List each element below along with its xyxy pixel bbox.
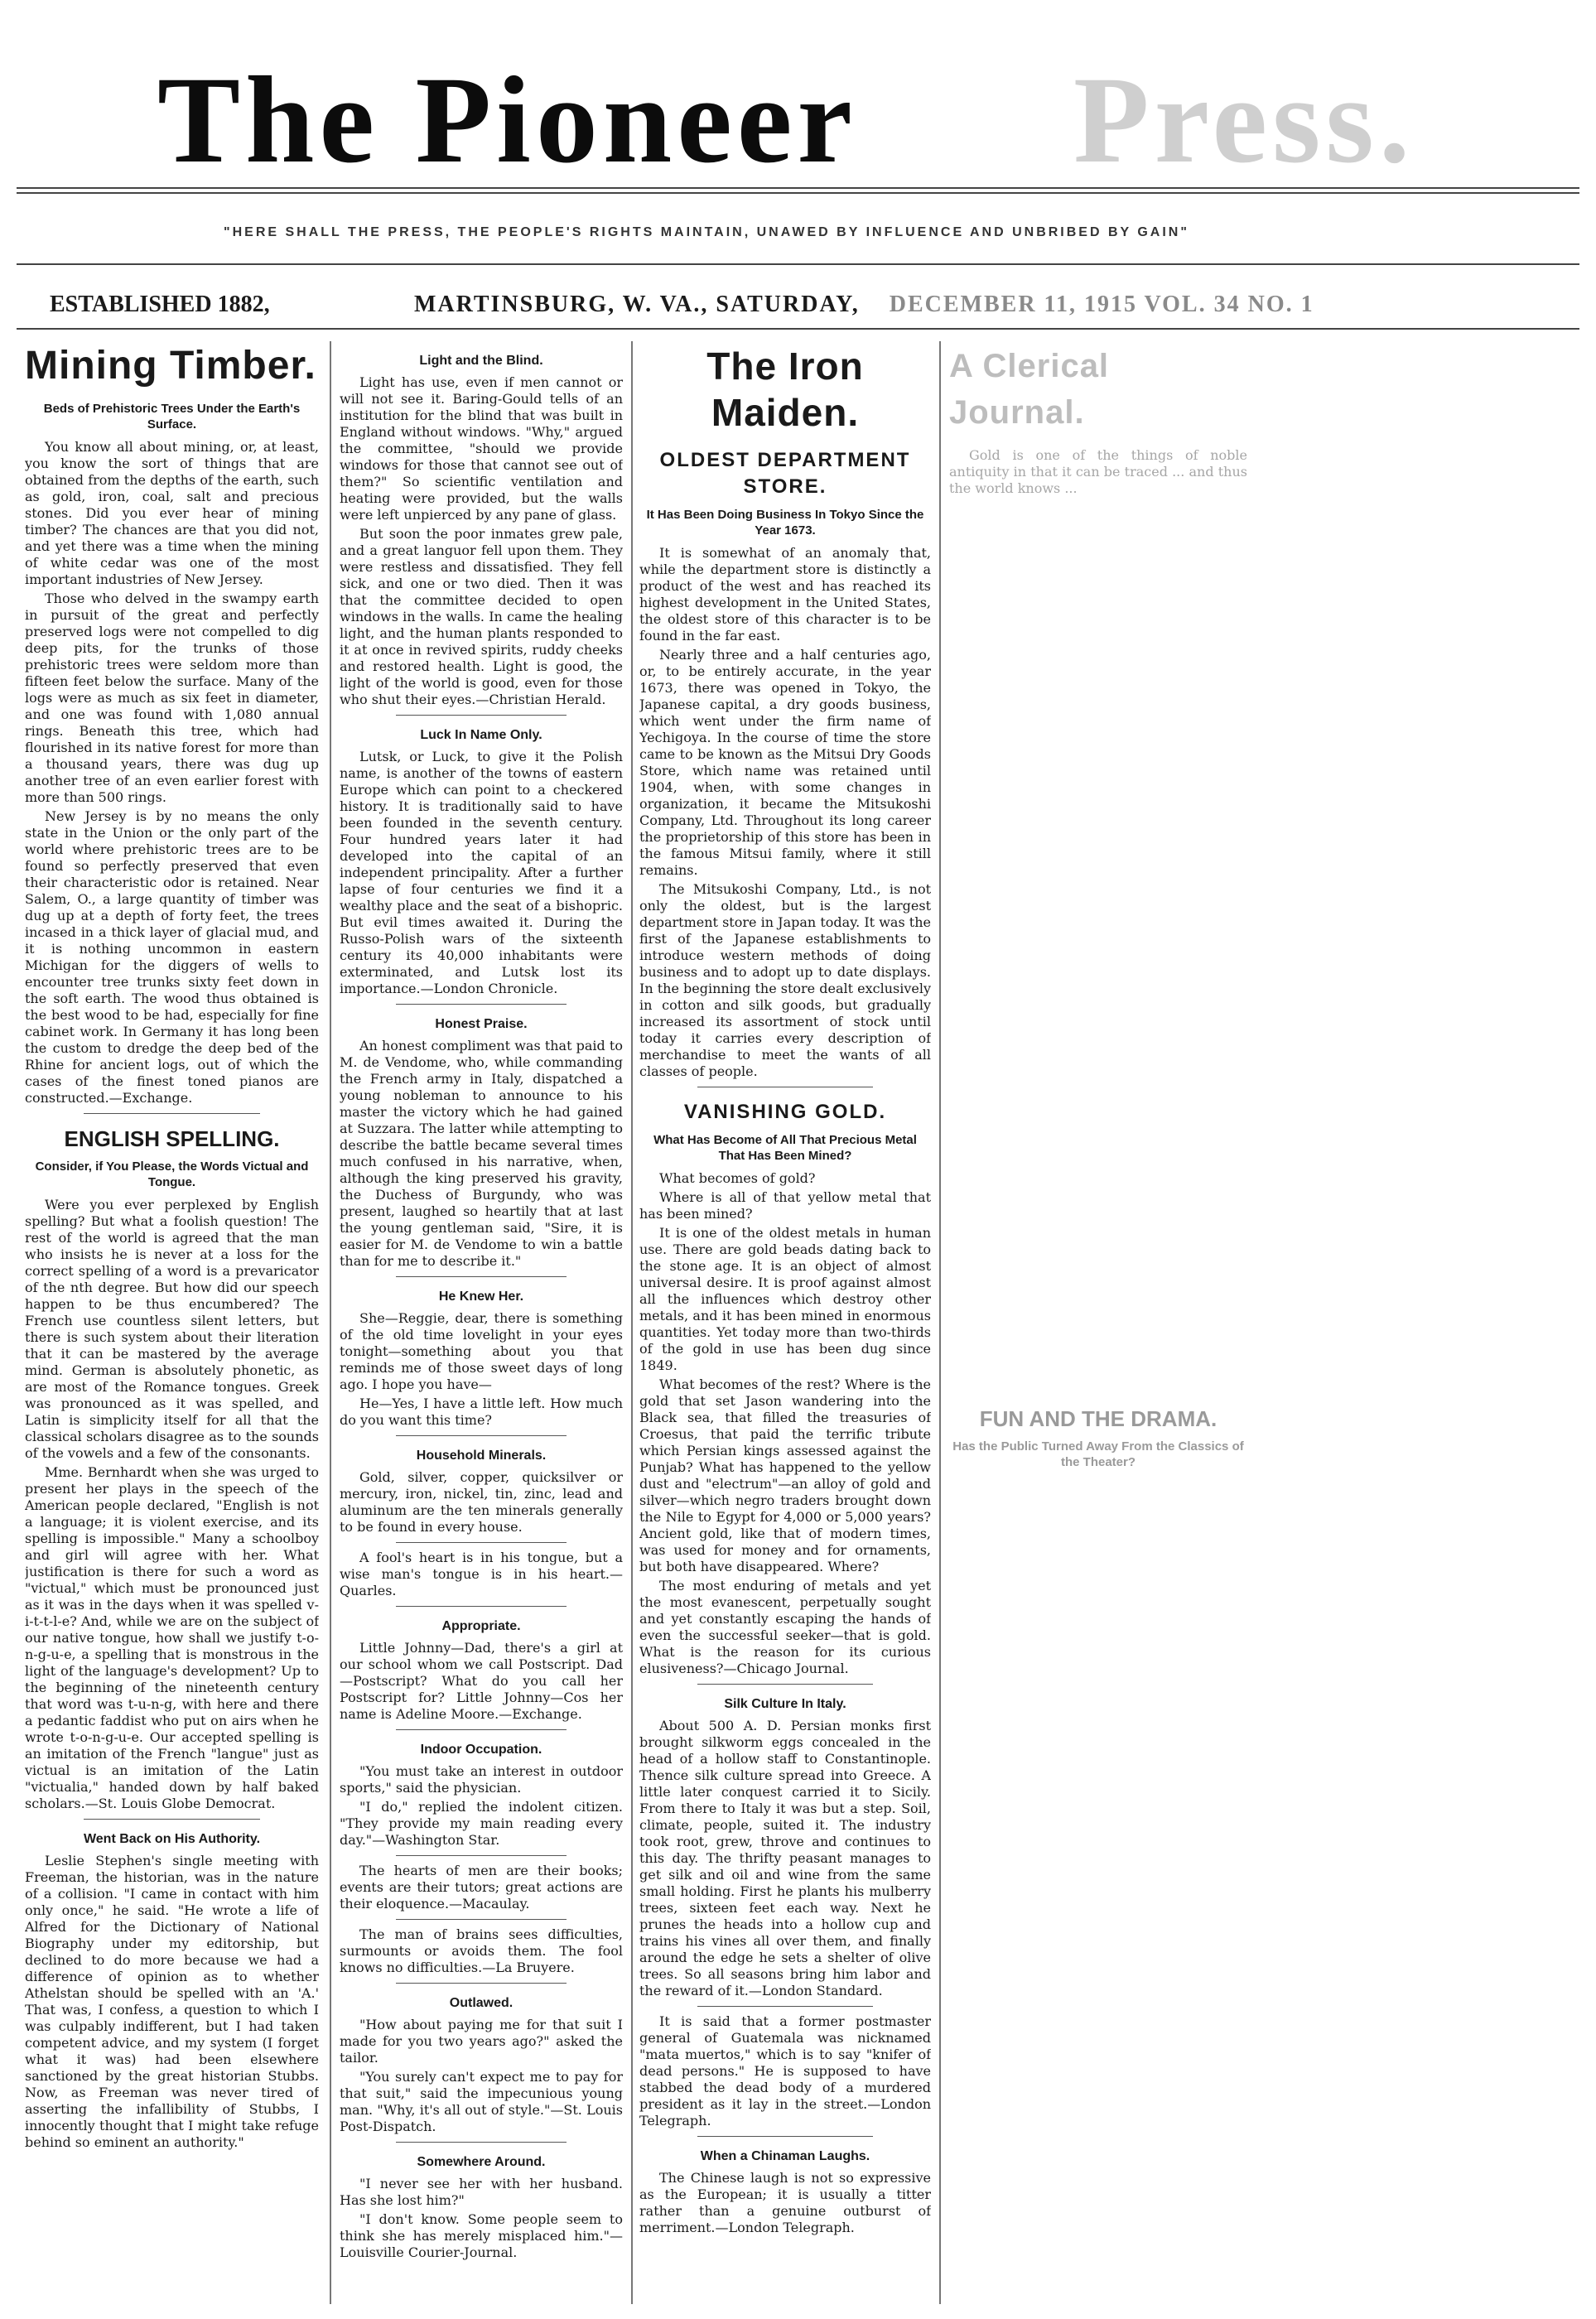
newspaper-title [157,46,1565,195]
mining-para-1: You know all about mining, or, at least, you know the sort of things that are obtained from the depths of the earth, such as gold, iron, coal, salt and precious stones. Did you ever hear of mining timber? The chances are that you did not, and yet there was a time when the mining of white cedar was one of the most important industries of New Jersey. [25,439,319,587]
spelling-subhead: Consider, if You Please, the Words Victual and Tongue. [35,1160,309,1189]
gold-para-2: Where is all of that yellow metal that has been mined? [639,1189,931,1222]
divider [396,1542,566,1543]
masthead-rule-top [17,187,1579,189]
postmaster-para: It is said that a former postmaster general of Guatemala was nicknamed "mata muertos," which is to say "knifer of dead persons." He is supposed to have stabbed the dead body of a murdered president as it lay in the street.—London Telegraph. [639,2013,931,2129]
indoor-headline: Indoor Occupation. [420,1743,542,1757]
column-1 [25,341,319,2304]
somewhere-para-2: "I don't know. Some people seem to think she has merely misplaced him."—Louisville Courier-Journal. [340,2211,623,2260]
column-rule-1 [330,341,331,2304]
column-rule-2 [631,341,633,2304]
mining-headline: Mining Timber. [25,344,316,388]
gold-headline: VANISHING GOLD. [683,1101,887,1123]
knew-para-1: She—Reggie, dear, there is something of the old time lovelight in your eyes tonight—something about you that reminds me of those sweet days of long ago. I hope you have— [340,1310,623,1392]
praise-para-1: An honest compliment was that paid to M. de Vendome, who, while commanding the French army in Italy, dispatched a young nobleman to announce to his master the victory which he had gained at Suzzara. The latter while attempting to describe the battle became several times much confused in his narrative, when, although the king preserved his gravity, the Duchess of Burgundy, who was present, laughed so heartily that at last the young gentleman said, "Sire, it is easier for M. de Vendome to win a battle than for me to describe it." [340,1038,623,1269]
store-subhead: It Has Been Doing Business In Tokyo Since the Year 1673. [646,508,924,538]
chinaman-para-1: The Chinese laugh is not so expressive as the European; it is usually a titter rather than a genuine outburst of merriment.—London Telegraph. [639,2170,931,2235]
divider [697,2006,872,2007]
spelling-headline: ENGLISH SPELLING. [64,1126,280,1151]
divider [396,1606,566,1607]
title-faded: Press. [1073,51,1415,189]
store-para-3: The Mitsukoshi Company, Ltd., is not only the oldest, but is the largest department store in Japan today. It was the first of the Japanese establishments to introduce western methods of doing business and to adopt up to date displays. In the beginning the store dealt exclusively in cotton and silk goods, but gradually increased its assortment of stock until today it carries every description of merchandise to meet the wants of all classes of people. [639,881,931,1079]
fun-drama-headline: FUN AND THE DRAMA. [979,1406,1217,1431]
divider [396,1276,566,1277]
outlawed-para-2: "You surely can't expect me to pay for that suit," said the impecunious young man. "Why, it's all out of style."—St. Louis Post-Dispatch. [340,2069,623,2134]
title-main: The Pioneer [157,51,858,189]
divider [84,1113,260,1114]
divider [697,2136,872,2137]
light-para-1: Light has use, even if men cannot or will not see it. Baring-Gould tells of an institution for the blind that was built in England without windows. "Why," argued the committee, "should we provide windows for those that cannot see out of them?" So scientific ventilation and heating were provided, but the walls were left unpierced by any pane of glass. [340,374,623,523]
praise-headline: Honest Praise. [435,1017,528,1031]
divider [396,1004,566,1005]
hearts-para: The hearts of men are their books; events are their tutors; great actions are their eloquence.—Macaulay. [340,1863,623,1912]
minerals-para-1: Gold, silver, copper, quicksilver or mercury, iron, nickel, tin, zinc, lead and aluminum are the ten minerals generally to be found in every house. [340,1469,623,1535]
indoor-para-2: "I do," replied the indolent citizen. "They provide my main reading every day."—Washington Star. [340,1799,623,1848]
fun-drama-subhead: Has the Public Turned Away From the Classics of the Theater? [952,1439,1244,1469]
appropriate-headline: Appropriate. [441,1619,521,1633]
outlawed-para-1: "How about paying me for that suit I made for you two years ago?" asked the tailor. [340,2017,623,2066]
journal-headline: A Clerical Journal. [949,348,1110,431]
masthead-rule-bottom [17,263,1579,265]
divider [396,1729,566,1730]
dateline [25,292,1574,325]
motto: "HERE SHALL THE PRESS, THE PEOPLE'S RIGHTS MAINTAIN, UNAWED BY INFLUENCE AND UNBRIBED BY GAIN" [224,225,1189,239]
mining-para-3: New Jersey is by no means the only state in the Union or the only part of the world where prehistoric trees are to be found so perfectly preserved that even their characteristic odor is retained. Near Salem, O., a large quantity of timber was dug up at a depth of forty feet, the trees incased in a thick layer of glacial mud, and it is nothing uncommon in eastern Michigan for the diggers of wells to encounter tree trunks sixty feet down in the soft earth. The wood thus obtained is the best wood to be had, especially for fine cabinet work. In Germany it has long been the custom to dredge the deep bed of the Rhine for ancient logs, out of which the cases of the finest toned pianos are constructed.—Exchange. [25,808,319,1106]
place-date [414,292,1314,318]
column-2 [340,341,623,2304]
appropriate-para-1: Little Johnny—Dad, there's a girl at our school whom we call Postscript. Dad—Postscript? What do you call her Postscript for? Little Johnny—Cos her name is Adeline Moore.—Exchange. [340,1640,623,1722]
brains-para: The man of brains sees difficulties, surmounts or avoids them. The fool knows no difficulties.—La Bruyere. [340,1926,623,1975]
column-rule-3 [939,341,941,2304]
fool-para: A fool's heart is in his tongue, but a wise man's tongue is in his heart.—Quarles. [340,1550,623,1598]
mining-subhead: Beds of Prehistoric Trees Under the Earth's Surface. [43,402,301,431]
indoor-para-1: "You must take an interest in outdoor sports," said the physician. [340,1763,623,1796]
masthead-rule-top-2 [17,192,1579,194]
light-headline: Light and the Blind. [419,354,543,368]
minerals-headline: Household Minerals. [416,1449,547,1463]
somewhere-headline: Somewhere Around. [417,2155,546,2169]
gold-para-5: The most enduring of metals and yet the most evanescent, perpetually sought and yet constantly escaping the hands of even the successful seeker—that is gold. What is the reason for its curious elusiveness?—Chicago Journal. [639,1578,931,1676]
divider [396,1435,566,1436]
column-4 [949,341,1247,2304]
place-day: MARTINSBURG, W. VA., SATURDAY, [414,292,860,317]
chinaman-headline: When a Chinaman Laughs. [700,2149,870,2163]
divider [396,2142,566,2143]
went-back-headline: Went Back on His Authority. [83,1832,261,1846]
gold-para-3: It is one of the oldest metals in human use. There are gold beads dating back to the stone age. It is an object of almost universal desire. It is proof against almost all the influences which destroy other metals, and it has been mined in enormous quantities. Yet today more than two-thirds of the gold in use has been dug since 1849. [639,1225,931,1373]
gold-para-1: What becomes of gold? [659,1170,816,1186]
outlawed-headline: Outlawed. [449,1996,514,2010]
dateline-rule [17,328,1579,330]
faint-text-1: Gold is one of the things of noble antiquity in that it can be traced ... and thus the world knows ... [949,447,1247,496]
went-back-para-1: Leslie Stephen's single meeting with Freeman, the historian, was in the nature of a collision. "I came in contact with him only once," he said. "He wrote a life of Alfred for the Dictionary of National Biography under my editorship, but declined to do more because we had a difference of opinion as to whether Athelstan should be spelled with an 'A.' That was, I confess, a question to which I was culpably indifferent, but I had taken competent advice, and my system (I forget what it was) had been elsewhere sanctioned by the great historian Stubbs. Now, as Freeman was never tired of asserting the infallibility of Stubbs, I innocently thought that I might take refuge behind so eminent an authority." [25,1853,319,2150]
divider [697,1684,872,1685]
luck-headline: Luck In Name Only. [420,728,542,742]
mining-para-2: Those who delved in the swampy earth in pursuit of the great and perfectly preserved logs were not compelled to dig deep pits, for the trunks of those prehistoric trees were seldom more than fifteen feet below the surface. Many of the logs were as much as six feet in diameter, and one was found with 1,080 annual rings. Beneath this tree, which had flourished in its native forest for more than a thousand years, there was dug up another tree of an even earlier forest with more than 500 rings. [25,591,319,805]
divider [396,1855,566,1856]
knew-headline: He Knew Her. [438,1290,524,1304]
iron-maiden-headline: The Iron Maiden. [706,345,864,434]
established: ESTABLISHED 1882, [50,292,270,317]
light-para-2: But soon the poor inmates grew pale, and a great languor fell upon them. They were restless and dissatisfied. They fell sick, and one or two died. Then it was that the committee decided to open windows in the walls. In came the healing light, and the human plants responded to it at once in revived spirits, ruddy cheeks and restored health. Light is good, the light of the world is good, even for those who shut their eyes.—Christian Herald. [340,526,623,707]
store-para-1: It is somewhat of an anomaly that, while the department store is distinctly a product of the west and has reached its highest development in the United States, the oldest store of this character is to be found in the far east. [639,545,931,644]
date-faint: DECEMBER 11, 1915 VOL. 34 NO. 1 [889,292,1314,317]
store-headline: OLDEST DEPARTMENT STORE. [659,449,911,498]
somewhere-para-1: "I never see her with her husband. Has she lost him?" [340,2176,623,2208]
gold-para-4: What becomes of the rest? Where is the gold that set Jason wandering into the Black sea, that filled the treasuries of Croesus, that paid the terrific tribute which Persian kings assessed against the Punjab? What has happened to the yellow dust and "electrum"—an alloy of gold and silver—which negro traders brought down the Nile to Egypt for 4,000 or 5,000 years? Ancient gold, like that of modern times, was used for money and for ornaments, but both have disappeared. Where? [639,1376,931,1574]
faded-text-area [949,499,1247,1394]
silk-para-1: About 500 A. D. Persian monks first brought silkworm eggs concealed in the head of a hollow staff to Constantinople. Thence silk culture spread into Greece. A little later conquest carried it to Sicily. From there to Italy it was but a step. Soil, climate, people, suited it. The industry took root, grew, throve and continues to this day. The thrifty peasant manages to get silk and oil and wine from the same small holding. First he plants his mulberry trees, sixteen feet each way. Next he prunes the heads into a hollow cup and trains his vines all over them, and finally around the edge he sets a shelter of olive trees. So all seasons bring him labor and the reward of it.—London Standard. [639,1718,931,1998]
luck-para-1: Lutsk, or Luck, to give it the Polish name, is another of the towns of eastern Europe which can point to a checkered history. It is traditionally said to have been founded in the seventh century. Four hundred years later it had developed into the capital of an independent principality. After a further lapse of four centuries we find it a wealthy place and the seat of a bishopric. But evil times awaited it. During the Russo-Polish wars of the sixteenth century its 40,000 inhabitants were exterminated, and Lutsk lost its importance.—London Chronicle. [340,749,623,996]
divider [396,1983,566,1984]
masthead [0,0,1596,273]
silk-headline: Silk Culture In Italy. [724,1697,846,1711]
gold-subhead: What Has Become of All That Precious Metal That Has Been Mined? [653,1133,917,1163]
divider [84,1819,260,1820]
knew-para-2: He—Yes, I have a little left. How much do you want this time? [340,1396,623,1428]
spelling-para-2: Mme. Bernhardt when she was urged to present her plays in the speech of the American people declared, "English is not a language; it is violent exercise, and its spelling is impossible." Many a schoolboy and girl will agree with her. What justification is there for such a word as "victual," which must be pronounced just as it was in the days when it was spelled v-i-t-t-l-e? And, while we are on the subject of our native tongue, how shall we justify t-o-n-g-u-e, a spelling that is monstrous in the light of the language's development? Up to the beginning of the nineteenth century that word was t-u-n-g, with here and there a pedantic faddist who put on airs when he wrote t-o-n-g-u-e. Our accepted spelling is an imitation of the French "langue" just as victual is an imitation of the Latin "victualia," handed down by half baked scholars.—St. Louis Globe Democrat. [25,1464,319,1811]
spelling-para-1: Were you ever perplexed by English spelling? But what a foolish question! The rest of the world is agreed that the man who insists he is never at a loss for the correct spelling of a word is a prevaricator of the nth degree. But how did our speech happen to be thus encumbered? The French use countless silent letters, but there is such system about their literation that it can be mastered by the average mind. German is absolutely phonetic, as are most of the Romance tongues. Greek was pronounced as it was spelled, and Latin is simplicity itself for all that the classical scholars disagree as to the sounds of the vowels and a few of the consonants. [25,1197,319,1461]
column-3 [639,341,931,2304]
divider [396,715,566,716]
store-para-2: Nearly three and a half centuries ago, or, to be entirely accurate, in the year 1673, there was opened in Tokyo, the Japanese capital, a dry goods business, which went under the firm name of Yechigoya. In the course of time the store came to be known as the Mitsui Dry Goods Store, which name was retained until 1904, when, with some changes in organization, it became the Mitsukoshi Company, Ltd. Throughout its long career the proprietorship of this store has been in the famous Mitsui family, where it still remains. [639,647,931,878]
divider [396,1919,566,1920]
